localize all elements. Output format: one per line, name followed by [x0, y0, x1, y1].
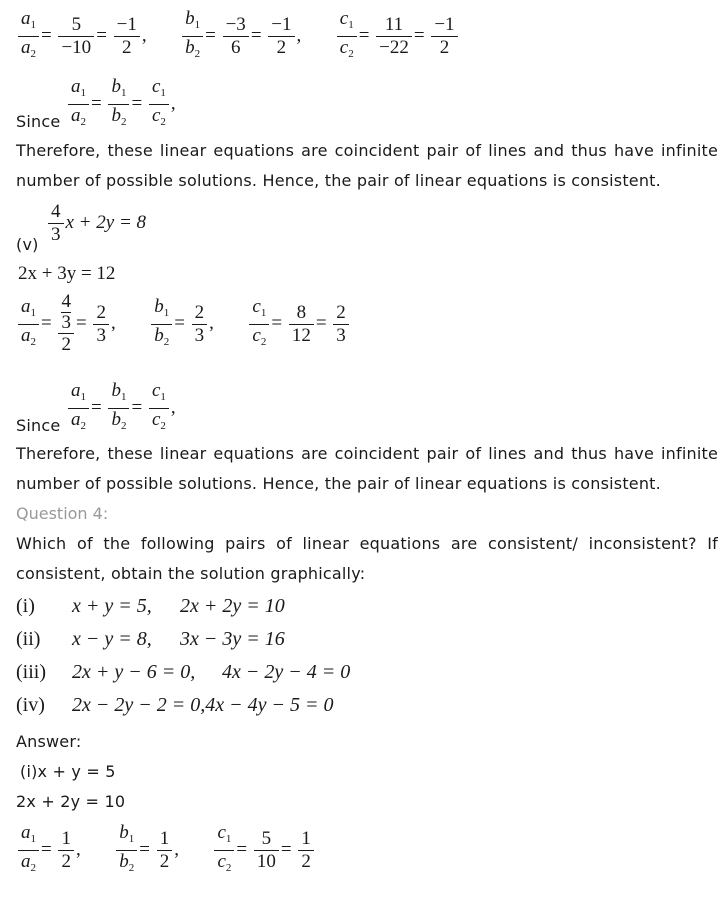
conclusion-line-2: number of possible solutions. Hence, the pair of linear equations is consistent. [16, 171, 661, 190]
ratio-a-result: $\frac{-1}{2}$ [114, 14, 140, 59]
question-4-text-2: consistent, obtain the solution graphically: [16, 564, 366, 583]
question-4-heading: Question 4: [16, 504, 109, 523]
question-4-text-1: Which of the following pairs of linear equations are consistent/ inconsistent? If [16, 534, 718, 553]
since-comparison: $\frac{a_1}{a_2}$ = $\frac{b_1}{b_2}$ = $\frac{c_1}{c_2}$ , [66, 76, 176, 133]
question-item: (i) x + y = 5, 2x + 2y = 10 [16, 595, 285, 617]
question-item: (ii) x − y = 8, 3x − 3y = 16 [16, 628, 285, 650]
question-item: (iii) 2x + y − 6 = 0, 4x − 2y − 4 = 0 [16, 661, 351, 683]
answer-line-2: 2x + 2y = 10 [16, 792, 126, 811]
ratio-b-result: $\frac{-1}{2}$ [268, 14, 294, 59]
part-v-label: (v) [16, 235, 39, 254]
conclusion-line-1-repeat: Therefore, these linear equations are coincident pair of lines and thus have infinite [16, 444, 718, 463]
conclusion-line-1: Therefore, these linear equations are coincident pair of lines and thus have infinite [16, 141, 718, 160]
ratio-c-symbol: $\frac{c_1}{c_2}$ [337, 8, 357, 65]
conclusion-line-2-repeat: number of possible solutions. Hence, the pair of linear equations is consistent. [16, 474, 661, 493]
answer-ratio-row: $\frac{a_1}{a_2}$ = $\frac{1}{2}$ , $\frac{b_1}{b_2}$ = $\frac{1}{2}$ , $\frac{c_1}{c_2}$ = $\frac{5}{10}$ = $\frac{1}{2}$ [16, 822, 316, 879]
ratio-a-symbol: $\frac{a_1}{a_2}$ [18, 8, 39, 65]
part-v-eq1-rest: x + 2y = 8 [65, 211, 147, 233]
part-v-equation-2: 2x + 3y = 12 [18, 263, 116, 284]
since-label: Since [16, 112, 61, 131]
ratio-c-value: $\frac{11}{-22}$ [376, 14, 412, 59]
ratio-c-result: $\frac{-1}{2}$ [431, 14, 457, 59]
ratio-a-value: $\frac{5}{-10}$ [58, 14, 94, 59]
answer-label: Answer: [16, 732, 82, 751]
question-item: (iv) 2x − 2y − 2 = 0,4x − 4y − 5 = 0 [16, 694, 334, 716]
ratio-row-v: $\frac{a_1}{a_2}$ = 4 3 2 = $\frac{2}{3}$ , $\frac{b_1}{b_2}$ = $\frac{2}{3}$ , $\frac{c_1}{c_2}$ = $\frac{8}{12}$ = $\frac{2}{3}$ [16, 292, 351, 356]
answer-line-1: (i)x + y = 5 [20, 762, 116, 781]
ratio-b-value: $\frac{-3}{6}$ [223, 14, 249, 59]
ratio-row-iv: $\frac{a_1}{a_2}$ = $\frac{5}{-10}$ = $\frac{-1}{2}$ , $\frac{b_1}{b_2}$ = $\frac{-3}{6}$ = $\frac{-1}{2}$ , $\frac{c_1}{c_2}$ = $\frac{11}{-22}$ = $\frac{-1}{2}$ [16, 8, 460, 65]
ratio-b-symbol: $\frac{b_1}{b_2}$ [182, 8, 203, 65]
